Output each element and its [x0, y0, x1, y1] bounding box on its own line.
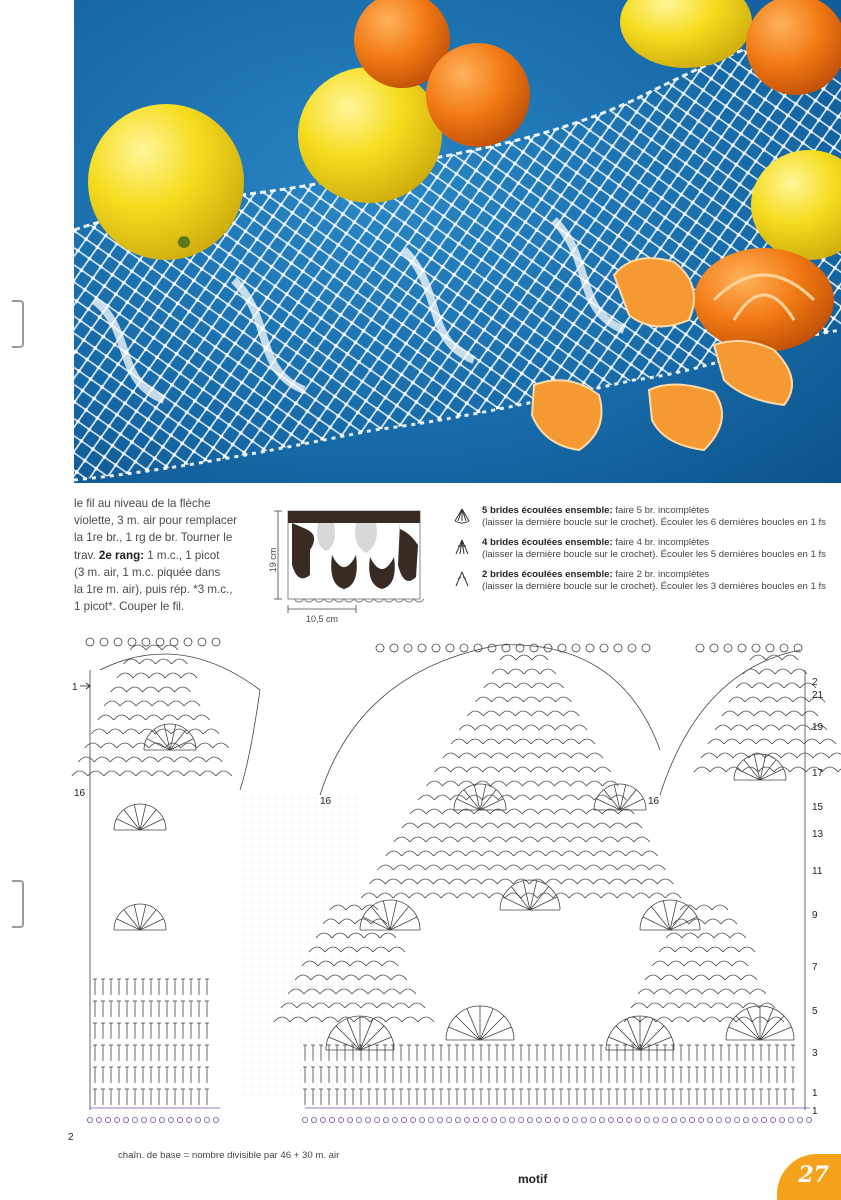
crochet-chart-drawing: [60, 630, 830, 1150]
row-number-label: 21: [812, 690, 824, 701]
row-number-label: 7: [812, 962, 818, 973]
lemon-center: [298, 67, 442, 203]
row-number-label: 15: [812, 802, 824, 813]
page-number: 27: [798, 1162, 829, 1188]
row-number-label: 5: [812, 1006, 818, 1017]
instr-line: [74, 547, 264, 564]
height-label: 19 cm: [268, 547, 278, 573]
product-photo: [74, 0, 841, 483]
staple-mark-top: [12, 300, 24, 348]
orange-center: [426, 43, 530, 147]
staple-mark-bottom: [12, 880, 24, 928]
left-marker-middle: 16: [74, 788, 86, 799]
inner-marker-b: 16: [648, 796, 660, 807]
instr-text: trav.: [74, 548, 96, 562]
instr-line: 1 picot*. Couper le fil.: [74, 600, 185, 614]
instr-line: la 1re m. air), puis rép. *3 m.c.,: [74, 583, 233, 597]
schematic-drawing: [270, 505, 440, 625]
instructions-text: [74, 495, 264, 615]
row-number-label: 13: [812, 829, 824, 840]
row-number-label: 2: [812, 677, 818, 688]
five-trebles-cluster-icon: [452, 505, 472, 525]
legend-item: [452, 505, 832, 530]
stitch-legend: [452, 505, 832, 600]
instr-line: violette, 3 m. air pour remplacer: [74, 514, 238, 528]
legend-text: faire 4 br. incomplètes: [612, 536, 710, 548]
instr-line: le fil au niveau de la flèche: [74, 497, 211, 510]
legend-title: 4 brides écoulées ensemble:: [482, 536, 613, 548]
legend-item: [452, 537, 832, 562]
width-label: 10,5 cm: [305, 614, 339, 624]
row-number-label: 1: [812, 1088, 818, 1099]
inner-marker-a: 16: [320, 796, 332, 807]
four-trebles-cluster-icon: [452, 537, 472, 557]
photo-illustration: [74, 0, 841, 483]
crochet-chart: [60, 630, 830, 1150]
left-marker-bottom: 2: [68, 1132, 74, 1143]
legend-text: (laisser la dernière boucle sur le crochet). Écouler les 3 dernières boucles en 1 fs: [482, 581, 826, 593]
legend-title: 2 brides écoulées ensemble:: [482, 568, 613, 580]
row-number-label: 3: [812, 1048, 818, 1059]
instr-line: la 1re br., 1 rg de br. Tourner le: [74, 531, 233, 545]
legend-text: (laisser la dernière boucle sur le crochet). Écouler les 6 dernières boucles en 1 fs: [482, 517, 826, 529]
base-chain-note: chaîn. de base = nombre divisible par 46 + 30 m. air: [118, 1150, 340, 1161]
legend-text: faire 5 br. incomplètes: [612, 505, 710, 516]
arrow-icon: [80, 683, 90, 689]
row-number-label: 11: [812, 866, 823, 877]
row-number-label: 1: [812, 1106, 818, 1117]
legend-text: faire 2 br. incomplètes: [612, 568, 710, 580]
legend-title: 5 brides écoulées ensemble:: [482, 505, 613, 516]
row-2-label: 2e rang:: [98, 548, 145, 562]
row-number-label: 19: [812, 722, 824, 733]
lemon-left: [88, 104, 244, 260]
instr-line: (3 m. air, 1 m.c. piquée dans: [74, 565, 221, 579]
two-trebles-cluster-icon: [452, 569, 472, 589]
legend-text: (laisser la dernière boucle sur le crochet). Écouler les 5 dernières boucles en 1 fs: [482, 549, 826, 561]
instr-text: 1 m.c., 1 picot: [144, 548, 220, 562]
page-number-tab: [777, 1154, 841, 1200]
legend-item: [452, 569, 832, 594]
motif-label: motif: [518, 1172, 548, 1186]
row-number-label: 9: [812, 910, 818, 921]
left-marker-top: 1: [72, 682, 78, 693]
size-schematic: [270, 505, 440, 625]
row-number-label: 17: [812, 768, 824, 779]
